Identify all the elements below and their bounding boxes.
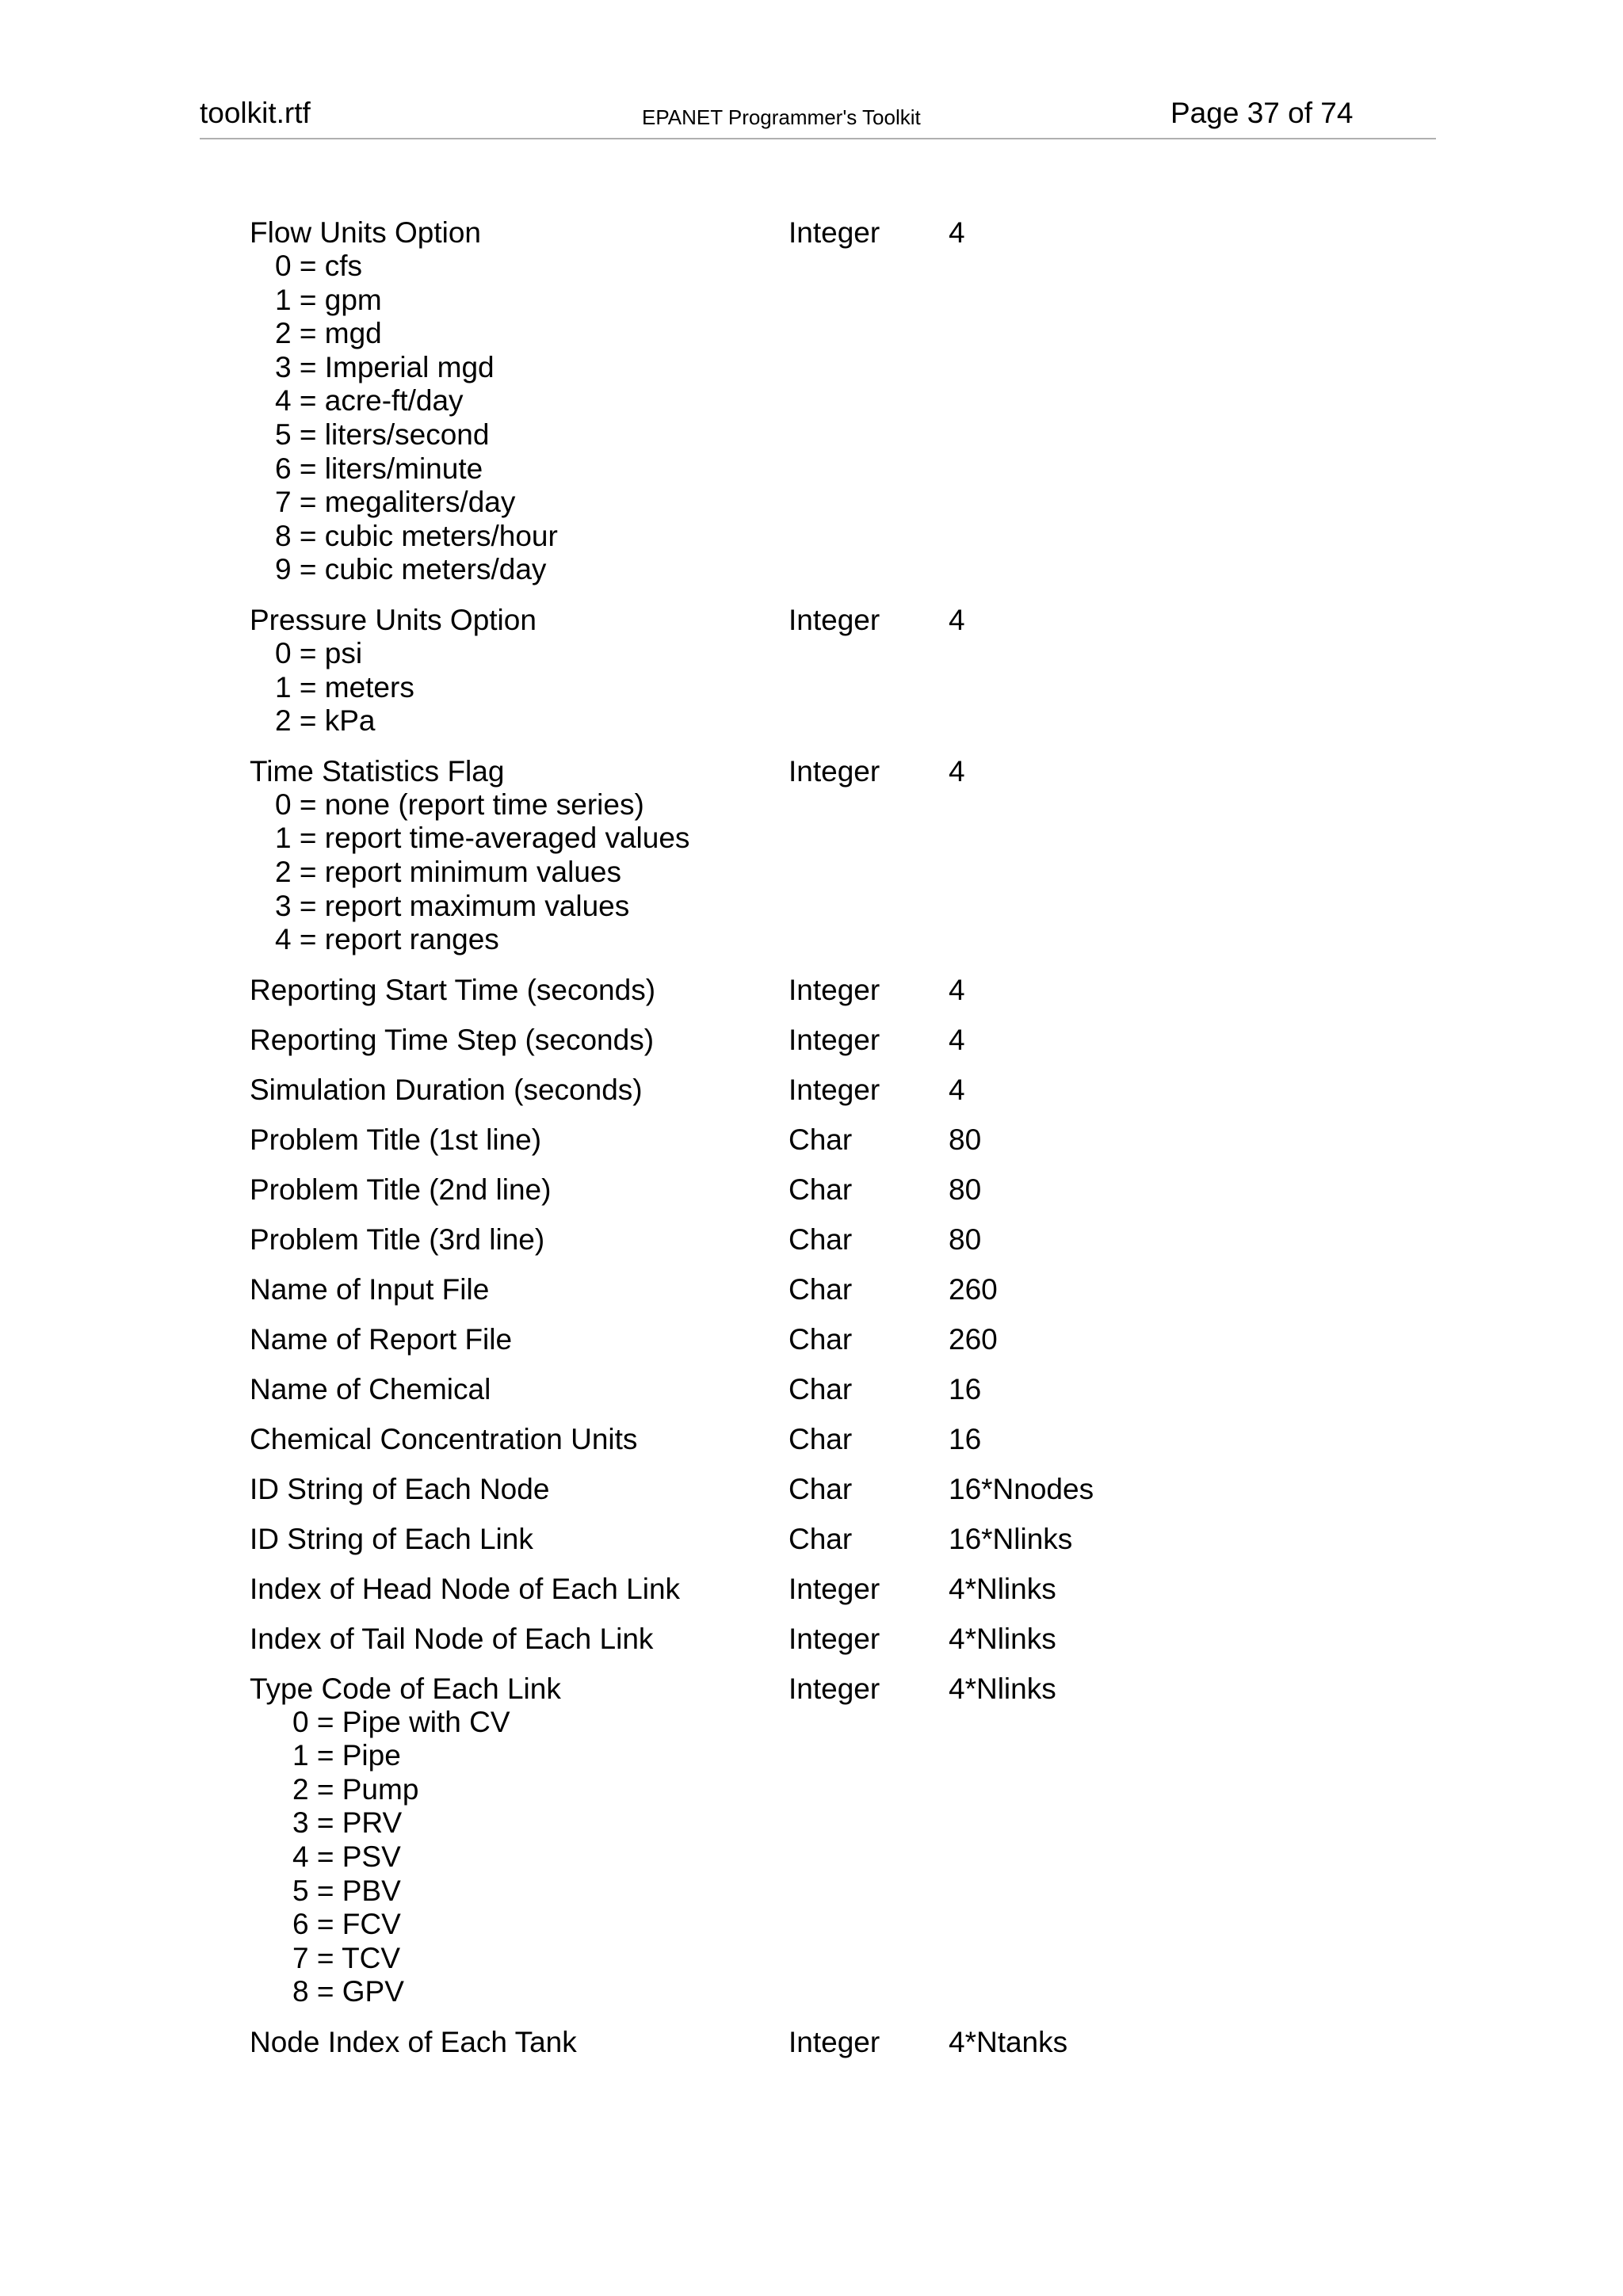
- page-header: [200, 93, 1436, 139]
- record-row: [250, 1422, 1201, 1456]
- record-entry: [250, 973, 1201, 1007]
- record-type: Integer: [789, 603, 880, 636]
- record-item-label: Pressure Units Option: [250, 603, 537, 636]
- record-option: 3 = report maximum values: [275, 889, 630, 922]
- record-option: 8 = cubic meters/hour: [275, 519, 558, 552]
- record-option: 2 = Pump: [292, 1772, 419, 1806]
- record-item-label: Problem Title (3rd line): [250, 1222, 545, 1256]
- record-type: Integer: [789, 1023, 880, 1056]
- record-row: [250, 1023, 1201, 1057]
- record-item-label: Reporting Start Time (seconds): [250, 973, 656, 1006]
- record-entry: [250, 603, 1201, 738]
- record-entry: [250, 754, 1201, 957]
- record-type: Char: [789, 1422, 853, 1455]
- record-type: Char: [789, 1123, 853, 1156]
- record-entry: [250, 1472, 1201, 1506]
- record-row: [250, 215, 1201, 250]
- record-option: 0 = psi: [275, 636, 363, 669]
- record-option: 3 = Imperial mgd: [275, 350, 495, 383]
- record-row: [250, 603, 1201, 637]
- record-row: [250, 1173, 1201, 1207]
- record-bytes: 4*Ntanks: [949, 2026, 1068, 2059]
- record-item-label: Problem Title (2nd line): [250, 1173, 552, 1206]
- record-option: 5 = liters/second: [275, 418, 490, 451]
- record-type: Integer: [789, 2026, 880, 2059]
- header-doc-title: EPANET Programmer's Toolkit: [642, 105, 921, 129]
- record-row: [250, 2025, 1201, 2059]
- record-option: 3 = PRV: [292, 1806, 403, 1840]
- record-entry: [250, 2025, 1201, 2059]
- record-item-label: Name of Input File: [250, 1272, 490, 1306]
- record-type: Char: [789, 1222, 853, 1256]
- record-option: 0 = Pipe with CV: [292, 1705, 510, 1738]
- record-option: 0 = none (report time series): [275, 788, 644, 821]
- record-item-label: Node Index of Each Tank: [250, 2026, 577, 2059]
- record-bytes: 4*Nlinks: [949, 1572, 1056, 1605]
- record-type: Char: [789, 1173, 853, 1206]
- record-option: 7 = TCV: [292, 1941, 401, 1974]
- record-entry: [250, 1073, 1201, 1107]
- record-option: 7 = megaliters/day: [275, 486, 516, 519]
- record-type: Integer: [789, 1572, 880, 1605]
- record-type: Char: [789, 1322, 853, 1356]
- record-option: 1 = Pipe: [292, 1739, 401, 1772]
- record-entry: [250, 1572, 1201, 1606]
- record-option: 5 = PBV: [292, 1874, 401, 1907]
- record-bytes: 4*Nlinks: [949, 1622, 1056, 1655]
- record-entry: [250, 1222, 1201, 1257]
- record-item-label: Time Statistics Flag: [250, 754, 505, 788]
- record-option: 6 = liters/minute: [275, 452, 483, 485]
- record-bytes: 4: [949, 1023, 965, 1056]
- record-bytes: 260: [949, 1322, 998, 1356]
- record-row: [250, 1372, 1201, 1406]
- record-type: Integer: [789, 754, 880, 788]
- record-row: [250, 1272, 1201, 1306]
- record-item-label: Name of Report File: [250, 1322, 513, 1356]
- record-row: [250, 1322, 1201, 1356]
- record-type: Integer: [789, 973, 880, 1006]
- record-entry: [250, 1173, 1201, 1207]
- record-bytes: 260: [949, 1272, 998, 1306]
- record-row: [250, 1522, 1201, 1556]
- record-item-label: Index of Head Node of Each Link: [250, 1572, 681, 1605]
- record-entry: [250, 215, 1201, 587]
- record-row: [250, 1622, 1201, 1656]
- record-table: [250, 215, 1201, 2075]
- record-option: 4 = acre-ft/day: [275, 384, 464, 418]
- record-bytes: 80: [949, 1173, 982, 1206]
- record-bytes: 16*Nnodes: [949, 1472, 1094, 1505]
- record-row: [250, 1672, 1201, 1706]
- record-item-label: Problem Title (1st line): [250, 1123, 542, 1156]
- record-entry: [250, 1372, 1201, 1406]
- record-option: 1 = report time-averaged values: [275, 822, 690, 855]
- record-entry: [250, 1272, 1201, 1306]
- record-item-label: Chemical Concentration Units: [250, 1422, 638, 1455]
- record-bytes: 4*Nlinks: [949, 1672, 1056, 1705]
- record-entry: [250, 1672, 1201, 2009]
- record-entry: [250, 1522, 1201, 1556]
- record-option: 2 = kPa: [275, 704, 376, 738]
- record-entry: [250, 1322, 1201, 1356]
- record-bytes: 16: [949, 1372, 982, 1405]
- record-item-label: Flow Units Option: [250, 216, 481, 249]
- record-option: 4 = report ranges: [275, 923, 499, 956]
- record-entry: [250, 1123, 1201, 1157]
- record-option: 2 = report minimum values: [275, 855, 621, 888]
- record-bytes: 4: [949, 1073, 965, 1106]
- record-entry: [250, 1023, 1201, 1057]
- record-type: Char: [789, 1522, 853, 1555]
- record-row: [250, 973, 1201, 1007]
- header-filename: toolkit.rtf: [200, 97, 311, 129]
- record-row: [250, 1572, 1201, 1606]
- record-bytes: 80: [949, 1123, 982, 1156]
- record-row: [250, 1073, 1201, 1107]
- record-item-label: Type Code of Each Link: [250, 1672, 561, 1705]
- record-item-label: ID String of Each Node: [250, 1472, 550, 1505]
- record-type: Integer: [789, 1073, 880, 1106]
- record-bytes: 16*Nlinks: [949, 1522, 1073, 1555]
- record-option: 0 = cfs: [275, 250, 363, 282]
- record-item-label: Index of Tail Node of Each Link: [250, 1622, 654, 1655]
- record-type: Integer: [789, 1672, 880, 1705]
- record-type: Char: [789, 1472, 853, 1505]
- record-row: [250, 1472, 1201, 1506]
- record-type: Char: [789, 1272, 853, 1306]
- record-item-label: Reporting Time Step (seconds): [250, 1023, 655, 1056]
- record-entry: [250, 1622, 1201, 1656]
- record-row: [250, 1222, 1201, 1257]
- record-option: 4 = PSV: [292, 1840, 401, 1874]
- record-row: [250, 1123, 1201, 1157]
- record-item-label: Simulation Duration (seconds): [250, 1073, 643, 1106]
- header-page-label: Page 37 of 74: [1170, 97, 1354, 129]
- record-type: Integer: [789, 216, 880, 249]
- record-item-label: Name of Chemical: [250, 1372, 491, 1405]
- record-row: [250, 754, 1201, 788]
- record-item-label: ID String of Each Link: [250, 1522, 533, 1555]
- record-type: Integer: [789, 1622, 880, 1655]
- record-bytes: 4: [949, 603, 965, 636]
- record-option: 6 = FCV: [292, 1908, 401, 1941]
- record-option: 1 = meters: [275, 670, 414, 704]
- record-bytes: 16: [949, 1422, 982, 1455]
- record-bytes: 4: [949, 216, 965, 249]
- record-option: 9 = cubic meters/day: [275, 553, 547, 586]
- record-type: Char: [789, 1372, 853, 1405]
- record-bytes: 4: [949, 973, 965, 1006]
- record-bytes: 4: [949, 754, 965, 788]
- record-option: 1 = gpm: [275, 283, 382, 316]
- record-bytes: 80: [949, 1222, 982, 1256]
- record-option: 8 = GPV: [292, 1975, 404, 2008]
- record-option: 2 = mgd: [275, 317, 382, 350]
- record-entry: [250, 1422, 1201, 1456]
